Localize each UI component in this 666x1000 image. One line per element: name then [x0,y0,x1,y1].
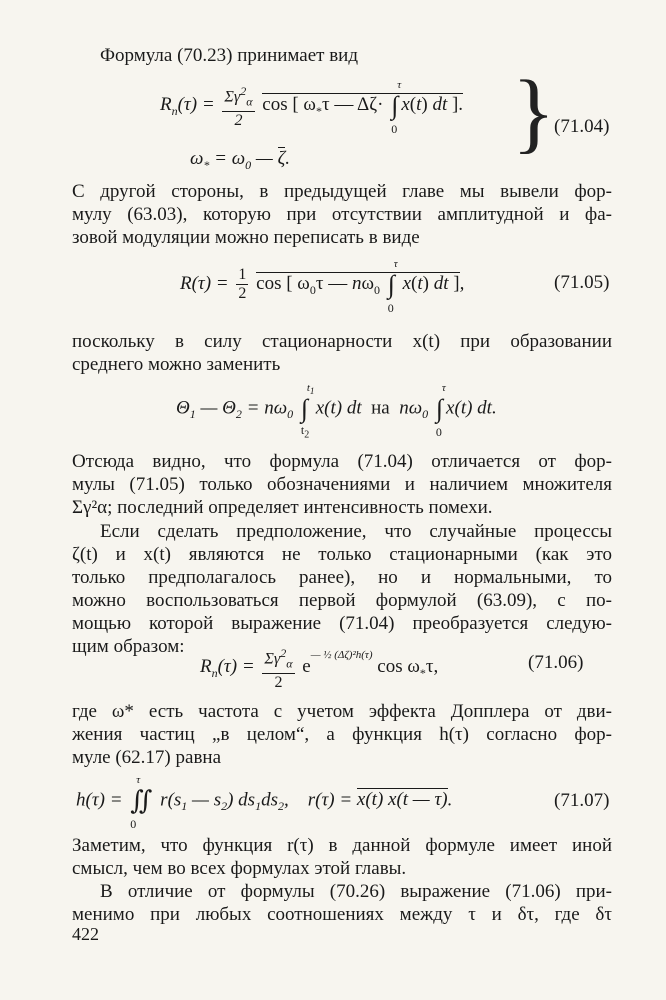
text-line: где ω* есть частота с учетом эффекта Допплера от дви- [72,701,612,722]
text-line: мулу (63.03), которую при отсутствии амплитудной и фа- [72,204,612,225]
text-line: ζ(t) и x(t) являются не только стационарными (как это [72,544,612,565]
text-line: мощью которой выражение (71.04) преобразуется следую- [72,613,612,634]
text-line: В отличие от формулы (70.26) выражение (71.06) при- [100,881,612,902]
equation-71-04-line2: $\omega_* = \omega_0$ — ζ. [190,148,291,172]
equation-71-06: $R_n(\tau)$ = $\frac{\Sigma\gamma^2_\alpha}{2}$ $e^{— \frac{1}{2} (\Delta\zeta)^2h(\tau)}$ $\cos \omega_*\tau$, [200,646,439,691]
text-line: Если сделать предположение, что случайные процессы [100,521,612,542]
equation-71-07: h(τ) = ∬ τ 0 $r(s_1$ — $s_2$) $ds_1ds_2$, r(τ) = x(t) x(t — τ). [76,774,453,831]
equation-71-05: R(τ) = $\frac{1}{2}$ cos [ $\omega_0\tau$ — $n\omega_0$ ∫ τ 0 x(t) dt ], [180,257,465,315]
text-line: жения частиц „в целом“, а функция h(τ) согласно фор- [72,724,612,745]
text-line: только предполагалось ранее), но и нормальными, то [72,567,612,588]
intro-line: Формула (70.23) принимает вид [100,45,359,66]
text-line: поскольку в силу стационарности x(t) при образовании [72,331,612,352]
text-line: Σγ²α; последний определяет интенсивность помехи. [72,497,493,518]
equation-number-71-04: (71.04) [554,116,610,137]
text-line: можно воспользоваться первой формулой (63.09), с по- [72,590,612,611]
text-line: смысл, чем во всех формулах этой главы. [72,858,407,879]
text-line: щим образом: [72,636,185,657]
text-line: С другой стороны, в предыдущей главе мы вывели фор- [72,181,612,202]
text-line: Отсюда видно, что формула (71.04) отличается от фор- [72,451,612,472]
equation-71-04-line1: $R_n(\tau)$ = $\frac{\Sigma\gamma^2_\alpha}{2}$ cos [ $\omega_*\tau$ — Δζ· ∫ τ 0 x(t) dt ]. [160,78,464,136]
text-line: Заметим, что функция r(τ) в данной формуле имеет иной [72,835,612,856]
theta-difference-equation: $\Theta_1$ — $\Theta_2 = n\omega_0$ ∫ $t_1$ $t_2$ x(t) dt на $n\omega_0$ ∫ τ 0 x(t) dt. [176,382,497,440]
equation-number-71-06: (71.06) [528,652,584,673]
text-line: мулы (71.05) только обозначениями и наличием множителя [72,474,612,495]
right-brace: } [512,63,556,162]
text-line: зовой модуляции можно переписать в виде [72,227,420,248]
equation-number-71-05: (71.05) [554,272,610,293]
text-line: менимо при любых соотношениях между τ и δτ, где δτ [72,904,612,925]
text-line: среднего можно заменить [72,354,281,375]
equation-number-71-07: (71.07) [554,790,610,811]
text-line: муле (62.17) равна [72,747,222,768]
page-number: 422 [72,924,99,944]
